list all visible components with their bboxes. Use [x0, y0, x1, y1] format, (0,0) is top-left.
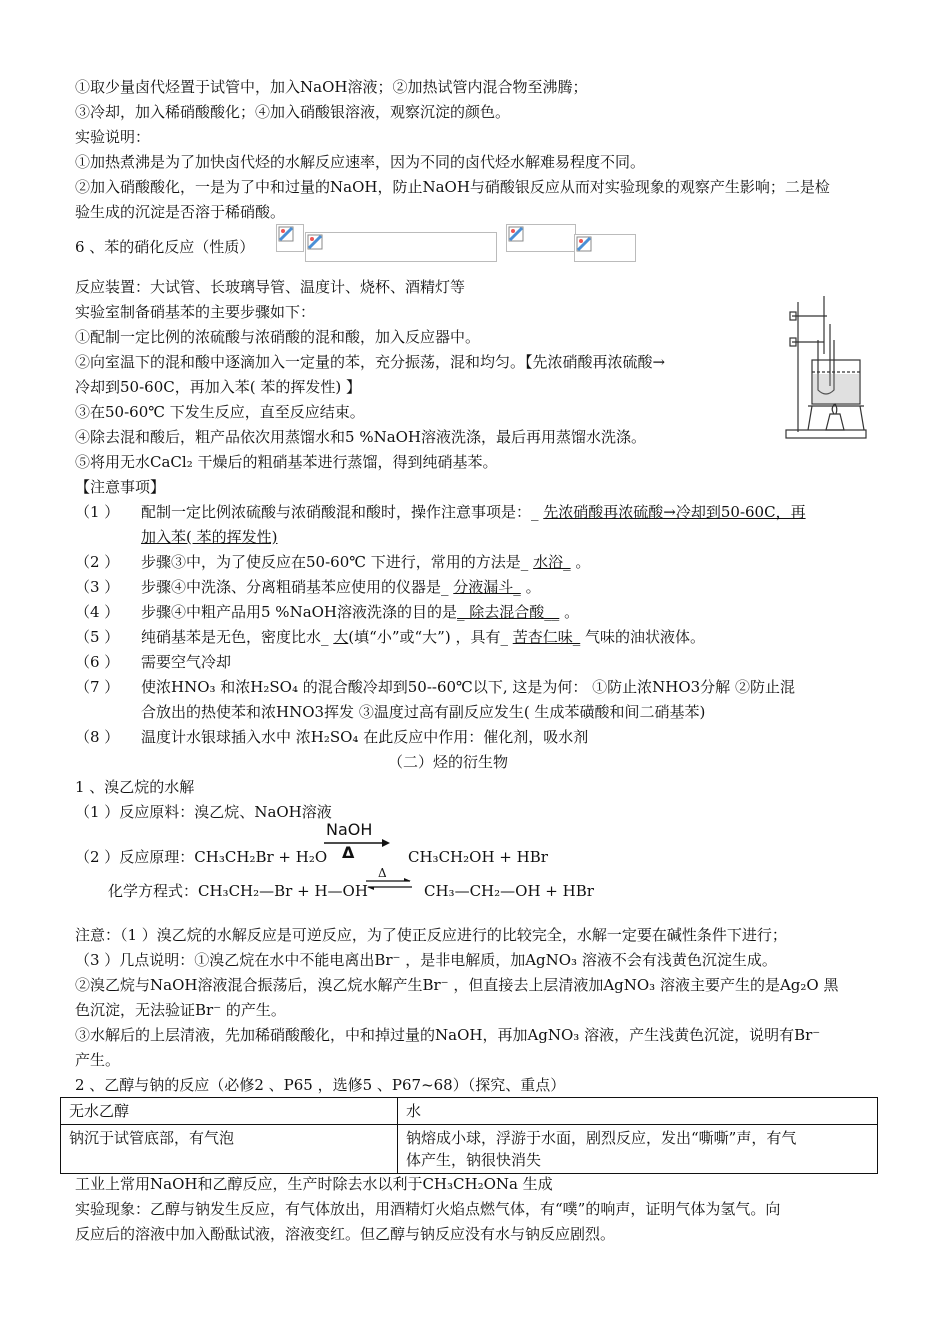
note-number: （8 ） [75, 728, 120, 746]
note-number: （4 ） [75, 603, 120, 621]
equation-right: CH₃CH₂OH + HBr [408, 848, 548, 866]
image-icon [508, 226, 524, 242]
text-line: ①配制一定比例的浓硫酸与浓硝酸的混和酸，加入反应器中。 [75, 328, 481, 346]
text-line: 反应后的溶液中加入酚酞试液，溶液变红。但乙醇与钠反应没有水与钠反应剧烈。 [75, 1225, 616, 1243]
note-text-part: 步骤③中，为了使反应在50-60℃ 下进行，常用的方法是_ [141, 553, 534, 571]
comparison-table [60, 1097, 878, 1174]
note-number: （6 ） [75, 653, 120, 671]
note-text-part: 配制一定比例浓硫酸与浓硝酸混和酸时，操作注意事项是：_ [141, 503, 544, 521]
subsection-title: 1 、溴乙烷的水解 [75, 778, 195, 796]
table-cell-line: 钠熔成小球，浮游于水面，剧烈反应，发出“嘶嘶”声，有气 [406, 1129, 797, 1147]
text-line: ③在50-60℃ 下发生反应，直至反应结束。 [75, 403, 365, 421]
table-header-cell: 无水乙醇 [61, 1098, 398, 1125]
text-line: 验生成的沉淀是否溶于稀硝酸。 [75, 203, 286, 221]
answer-text: 加入苯( 苯的挥发性) [141, 528, 278, 546]
note-text-part: 。 [520, 578, 541, 596]
answer-text: 苦杏仁味_ [512, 628, 581, 646]
note-text-part: 。 [559, 603, 580, 621]
text-line: 色沉淀，无法验证Br⁻ 的产生。 [75, 1001, 286, 1019]
text-line: 反应装置：大试管、长玻璃导管、温度计、烧杯、酒精灯等 [75, 278, 466, 296]
text-line: ④除去混和酸后，粗产品依次用蒸馏水和5 %NaOH溶液洗涤，最后再用蒸馏水洗涤。 [75, 428, 647, 446]
reversible-arrow-icon [364, 878, 414, 890]
section-title: 6 、苯的硝化反应（性质） [75, 238, 255, 256]
note-text [141, 601, 579, 623]
text-line: ②加入硝酸酸化，一是为了中和过量的NaOH，防止NaOH与硝酸银反应从而对实验现象的观察产生影响；二是检 [75, 178, 830, 196]
arrow-condition-top: NaOH [326, 820, 373, 839]
text-line: ③冷却，加入稀硝酸酸化；④加入硝酸银溶液，观察沉淀的颜色。 [75, 103, 511, 121]
text-line: ③水解后的上层清液，先加稀硝酸酸化，中和掉过量的NaOH，再加AgNO₃ 溶液，产生浅黄色沉淀，说明有Br⁻ [75, 1026, 821, 1044]
note-continuation [141, 526, 277, 548]
note-text [141, 551, 590, 573]
answer-text: 水浴_ [533, 553, 571, 571]
apparatus-illustration [782, 294, 872, 444]
note-number: （1 ） [75, 503, 120, 521]
notes-title: 【注意事项】 [75, 478, 166, 496]
table-cell [398, 1125, 878, 1174]
note-text: 需要空气冷却 [141, 653, 232, 671]
note-number: （3 ） [75, 578, 120, 596]
note-text-part: 纯硝基苯是无色，密度比水_ [141, 628, 334, 646]
note-number: （7 ） [75, 678, 120, 696]
table-row [61, 1125, 878, 1174]
text-line: （3 ）几点说明：①溴乙烷在水中不能电离出Br⁻ ，是非电解质，加AgNO₃ 溶液不会有浅黄色沉淀生成。 [75, 951, 777, 969]
text-line: ②溴乙烷与NaOH溶液混合振荡后，溴乙烷水解产生Br⁻ ，但直接去上层清液加AgNO₃ 溶液主要产生的是Ag₂O 黑 [75, 976, 839, 994]
text-line: ①取少量卤代烃置于试管中，加入NaOH溶液；②加热试管内混合物至沸腾； [75, 78, 588, 96]
text-line: ①加热煮沸是为了加快卤代烃的水解反应速率，因为不同的卤代烃水解难易程度不同。 [75, 153, 646, 171]
note-number: （2 ） [75, 553, 120, 571]
image-icon [576, 236, 592, 252]
equation-left: （2 ）反应原理：CH₃CH₂Br + H₂O [75, 848, 328, 866]
text-line: 实验现象：乙醇与钠发生反应，有气体放出，用酒精灯火焰点燃气体，有“噗”的响声，证明气体为氢气。向 [75, 1200, 781, 1218]
section-heading: （二）烃的衍生物 [388, 753, 509, 771]
note-number: （5 ） [75, 628, 120, 646]
broken-image [276, 224, 304, 252]
equation-left: 化学方程式：CH₃CH₂—Br + H—OH [108, 882, 368, 900]
text-line: 工业上常用NaOH和乙醇反应，生产时除去水以利于CH₃CH₂ONa 生成 [75, 1175, 553, 1193]
image-icon [278, 226, 294, 242]
note-text [141, 626, 705, 648]
table-header-cell: 水 [398, 1098, 878, 1125]
table-cell-line: 体产生，钠很快消失 [406, 1151, 542, 1169]
text-line: 冷却到50-60C，再加入苯( 苯的挥发性) 】 [75, 378, 361, 396]
answer-text: _ 除去混合酸__ [457, 603, 560, 621]
arrow-condition-bottom: Δ [342, 843, 355, 862]
reversible-condition: Δ [378, 866, 387, 880]
equation-right: CH₃—CH₂—OH + HBr [424, 882, 594, 900]
note-text-part: 气味的油状液体。 [580, 628, 706, 646]
broken-image [305, 232, 497, 262]
table-cell: 钠沉于试管底部，有气泡 [61, 1125, 398, 1174]
reaction-arrow-icon [322, 838, 392, 848]
text-line: ②向室温下的混和酸中逐滴加入一定量的苯，充分振荡，混和均匀。【先浓硝酸再浓硫酸→ [75, 353, 666, 371]
note-text [141, 501, 806, 523]
note-text-part: (填“小”或“大”) ，具有_ [348, 628, 513, 646]
answer-text: 大 [333, 628, 349, 646]
broken-image [506, 224, 576, 252]
text-line: 产生。 [75, 1051, 121, 1069]
note-text-part: 步骤④中粗产品用5 %NaOH溶液洗涤的目的是 [141, 603, 458, 621]
image-icon [307, 234, 323, 250]
note-text: 温度计水银球插入水中 浓H₂SO₄ 在此反应中作用：催化剂，吸水剂 [141, 728, 589, 746]
note-text-part: 。 [570, 553, 591, 571]
note-continuation: 合放出的热使苯和浓HNO3挥发 ③温度过高有副反应发生( 生成苯磺酸和间二硝基苯) [141, 703, 706, 721]
text-line: ⑤将用无水CaCl₂ 干燥后的粗硝基苯进行蒸馏，得到纯硝基苯。 [75, 453, 498, 471]
note-text [141, 576, 541, 598]
note-text-part: 步骤④中洗涤、分离粗硝基苯应使用的仪器是_ [141, 578, 454, 596]
answer-text: 先浓硝酸再浓硫酸→冷却到50-60C，再 [543, 503, 806, 521]
text-line: 实验说明： [75, 128, 151, 146]
text-line: 注意：（1 ）溴乙烷的水解反应是可逆反应，为了使正反应进行的比较完全，水解一定要在碱性条件下进行； [75, 926, 787, 944]
answer-text: 分液漏斗_ [453, 578, 521, 596]
text-line: （1 ）反应原料：溴乙烷、NaOH溶液 [75, 803, 332, 821]
table-row [61, 1098, 878, 1125]
subsection-title: 2 、乙醇与钠的反应（必修2 、P65 ，选修5 、P67~68）（探究、重点） [75, 1076, 566, 1094]
broken-image [574, 234, 636, 262]
note-text: 使浓HNO₃ 和浓H₂SO₄ 的混合酸冷却到50--60℃以下, 这是为何： ①防止浓NHO3分解 ②防止混 [141, 678, 795, 696]
text-line: 实验室制备硝基苯的主要步骤如下： [75, 303, 316, 321]
